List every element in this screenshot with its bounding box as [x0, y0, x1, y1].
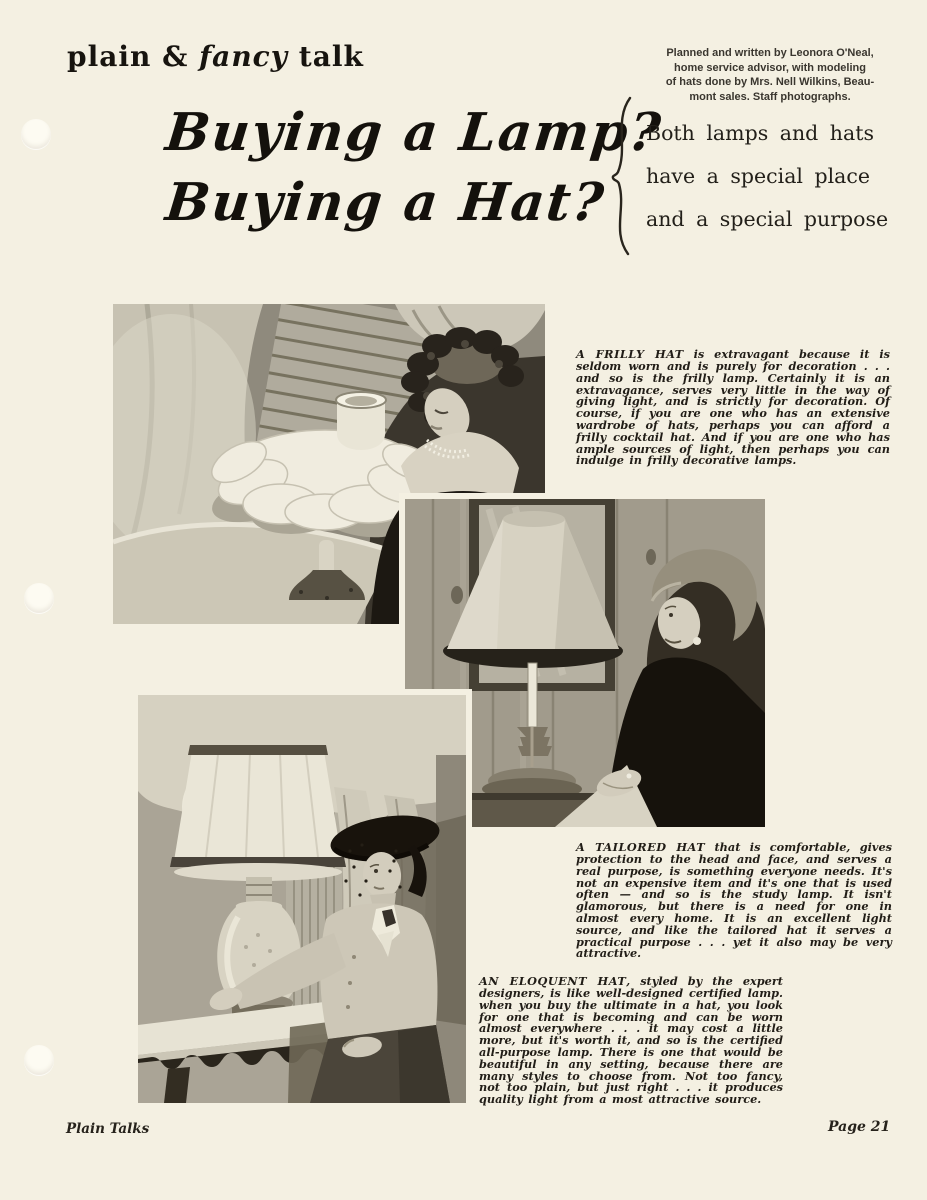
byline-line: Planned and written by Leonora O'Neal,	[666, 47, 874, 59]
footer-page-number: Page 21	[828, 1119, 891, 1135]
brace-ornament	[600, 96, 640, 256]
tagline-line: and a special purpose	[646, 207, 889, 231]
masthead-ampersand: &	[162, 40, 189, 73]
punch-hole	[24, 1045, 54, 1075]
headline-line-2: Buying a Hat?	[162, 172, 609, 233]
footer-publication-name: Plain Talks	[66, 1121, 150, 1137]
article-eloquent-hat	[479, 976, 783, 1106]
article-tailored-hat	[576, 842, 892, 960]
article-body: , styled by the expert designers, is like well-designed certified lamp. when you buy the ultimate in a hat, you look for one that is becoming and can be worn almost everywhere . . . it may cost a little more, but it's worth it, and so is the certified all-purpose lamp. There is one that would be beautiful in any setting, because there are many styles to choose from. Not too fancy, not too plain, but just right . . . it produces quality light from a most attractive source.	[479, 974, 783, 1107]
masthead	[67, 40, 364, 73]
headline-line-1: Buying a Lamp?	[162, 102, 666, 163]
punch-hole	[24, 583, 54, 613]
article-lead: AN ELOQUENT HAT	[479, 974, 627, 989]
byline-line: of hats done by Mrs. Nell Wilkins, Beau-	[665, 76, 875, 88]
article-lead: A TAILORED HAT	[576, 840, 706, 855]
tagline-line: have a special place	[646, 164, 871, 188]
masthead-word-talk: talk	[298, 40, 364, 73]
masthead-word-fancy: fancy	[199, 40, 289, 73]
article-frilly-hat	[576, 349, 890, 467]
photo-eloquent-illustration	[138, 695, 466, 1103]
article-lead: A FRILLY HAT	[576, 347, 684, 362]
article-body: is extravagant because it is seldom worn and is purely for decoration . . . and so is the frilly lamp. Certainly it is an extravagance, serves very little in the way of giving light, and is strictly for decoration. Of course, if you are one who has an extensive wardrobe of hats, perhaps you can afford a frilly cocktail hat. And if you are one who has ample sources of light, then perhaps you can indulge in frilly decorative lamps.	[576, 347, 890, 468]
punch-hole	[21, 119, 51, 149]
masthead-word-plain: plain	[67, 40, 152, 73]
byline-line: mont sales. Staff photographs.	[689, 90, 851, 103]
byline-credit	[628, 46, 912, 104]
byline-line: home service advisor, with modeling	[674, 61, 866, 74]
article-body: that is comfortable, gives protection to the head and face, and serves a real purpose, is something everyone needs. It's not an expensive item and it's one that is used often — and so is the study lamp. It isn't glamorous, but there is a need for one in almost every home. It is an excellent light source, and like the tailored hat it serves a practical purpose . . . yet it also may be very attractive.	[576, 840, 892, 961]
tagline-line: Both lamps and hats	[646, 121, 874, 145]
tagline	[646, 122, 896, 251]
photo-eloquent-hat-and-lamp	[132, 689, 472, 1109]
